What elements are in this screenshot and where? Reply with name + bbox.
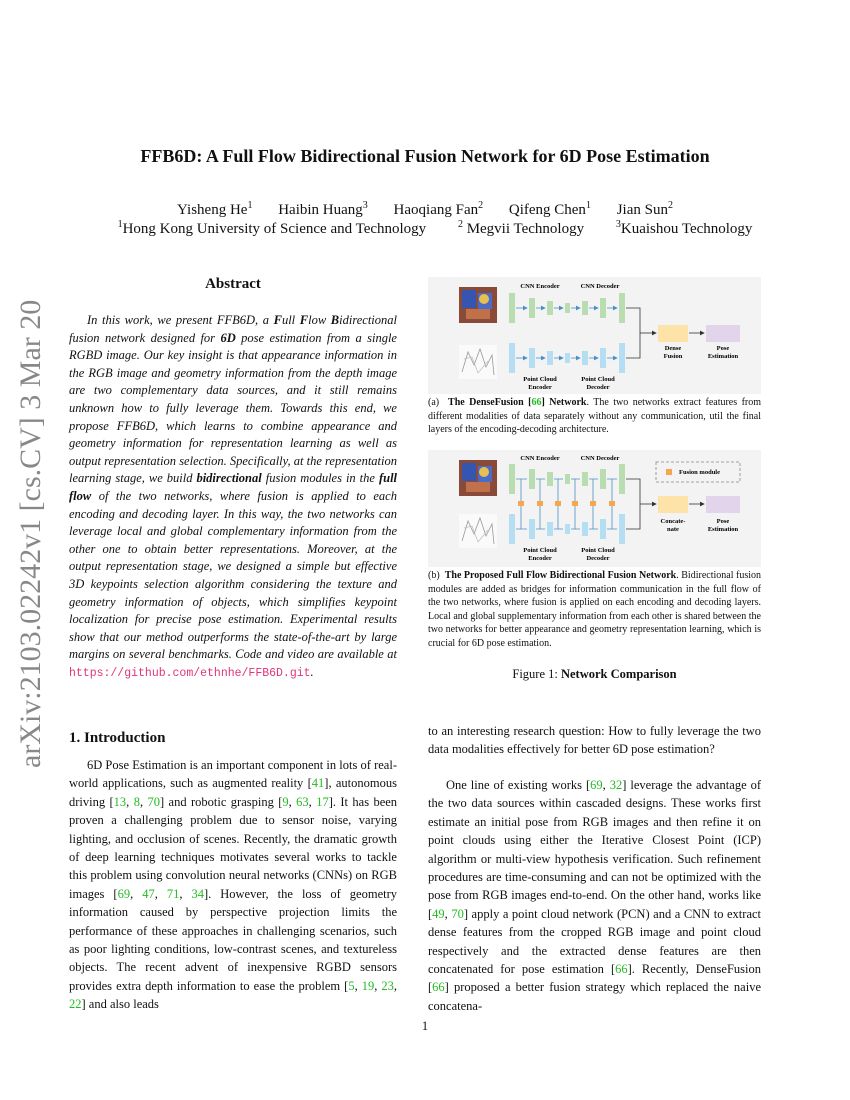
rgb-image-thumbnail — [459, 287, 497, 323]
citation-link[interactable]: 66 — [615, 962, 628, 977]
figure-1a-diagram — [428, 277, 761, 394]
svg-text:Encoder: Encoder — [528, 555, 552, 562]
paper-title: FFB6D: A Full Flow Bidirectional Fusion Network for 6D Pose Estimation — [140, 146, 710, 166]
svg-text:CNN Decoder: CNN Decoder — [580, 455, 620, 462]
dense-fusion-block — [658, 325, 688, 342]
citation-link[interactable]: 71 — [166, 886, 180, 901]
svg-text:Encoder: Encoder — [528, 384, 552, 391]
citation-link[interactable]: 17 — [316, 794, 329, 809]
concatenate-block — [658, 496, 688, 513]
svg-text:Estimation: Estimation — [707, 526, 739, 533]
author: Haoqiang Fan$^2$ — [393, 200, 484, 218]
intro-paragraph-right-2: One line of existing works [69, 32] leverage the advantage of the two data sources within cascaded designs. These works first estimate an initial pose from RGB images and then refine it on point clouds using either the Iterative Closest Point (ICP) algorithm or multi-view hypothesis verification. Such refinement procedures are time-consuming and can not be optimized with the pose from RGB images end-to-end. On the other hand, works like [49, 70] apply a point cloud network (PCN) and a CNN to extract dense features from the cropped RGB image and point cloud respectively and the extracted dense features are then concatenated for pose estimation [66]. Recently, DenseFusion [66] proposed a better fusion strategy which replaced the naive concatena- — [428, 778, 762, 1013]
author-list — [0, 200, 850, 219]
svg-text:Decoder: Decoder — [586, 555, 610, 562]
svg-text:CNN Decoder: CNN Decoder — [580, 283, 620, 290]
citation-link[interactable]: 69 — [590, 778, 603, 792]
intro-paragraph-right-1: to an interesting research question: How to fully leverage the two data modalities effectively for better 6D pose estimation? — [428, 724, 761, 757]
svg-text:Point Cloud: Point Cloud — [523, 376, 557, 383]
figure-1b-caption: (b) The Proposed Full Flow Bidirectional Fusion Network. Bidirectional fusion modules are added as bridges for information communication in the full flow of the two networks, where fusion is applied on each encoding and decoding layers. Local and global supplementary information from each other is shared between the two networks for better appearance and geometry representation learning, which is crucial for 6D pose estimation. — [428, 570, 762, 649]
svg-text:Point Cloud: Point Cloud — [581, 376, 615, 383]
svg-text:Concate-: Concate- — [660, 518, 686, 525]
abstract-heading: Abstract — [205, 276, 261, 292]
citation-link[interactable]: 5 — [348, 978, 355, 993]
author: Yisheng He$^1$ — [177, 200, 253, 218]
svg-text:Pose: Pose — [716, 518, 730, 525]
citation-link[interactable]: 66 — [432, 980, 445, 995]
svg-text:Point Cloud: Point Cloud — [523, 547, 557, 554]
svg-text:Estimation: Estimation — [707, 353, 739, 360]
citation-link[interactable]: 8 — [133, 794, 140, 809]
citation-link[interactable]: 32 — [609, 778, 623, 792]
intro-paragraph-left: 6D Pose Estimation is an important component in lots of real-world applications, such as augmented reality [41], autonomous driving [13, 8, 70] and robotic grasping [9, 63, 17]. It has been proven a challenging problem due to sensor noise, varying lighting, and occlusion of scenes. Recently, the dramatic growth of deep learning techniques motivates several works to tackle this problem using convolution neural networks (CNNs) on RGB images [69, 47, 71, 34]. However, the loss of geometry information caused by perspective projection limits the performance of these approaches in challenging scenarios, such as poor lighting conditions, low-contrast scenes, and textureless objects. The recent advent of inexpensive RGBD sensors provides extra depth information to ease the problem [5, 19, 23, 22] and also leads — [69, 758, 398, 1012]
svg-text:Decoder: Decoder — [586, 384, 610, 391]
pose-estimation-block — [706, 325, 740, 342]
citation-link[interactable]: 70 — [147, 794, 160, 809]
arxiv-watermark — [2, 300, 50, 770]
section-heading-introduction: 1. Introduction — [69, 730, 166, 746]
svg-text:Point Cloud: Point Cloud — [581, 547, 615, 554]
affiliation: $^3$Kuaishou Technology — [615, 219, 753, 237]
citation-link[interactable]: 49 — [432, 906, 445, 921]
code-link[interactable]: https://github.com/ethnhe/FFB6D.git — [69, 666, 311, 680]
citation-link[interactable]: 34 — [191, 886, 204, 901]
affiliation-list — [60, 219, 810, 238]
citation-link[interactable]: 69 — [117, 886, 131, 901]
svg-text:CNN Encoder: CNN Encoder — [520, 455, 560, 462]
citation-link[interactable]: 22 — [69, 997, 82, 1012]
affiliation: $^1$Hong Kong University of Science and Technology — [117, 219, 427, 237]
page-number: 1 — [421, 1019, 429, 1033]
svg-text:Pose: Pose — [716, 345, 730, 352]
citation-link[interactable]: 63 — [296, 794, 309, 809]
citation-link[interactable]: 70 — [451, 906, 464, 921]
figure-1a-caption: (a) The DenseFusion [66] Network. The two networks extract features from different modalities of data separately without any communication, util the final layers of the encoding-decoding architecture. — [428, 397, 762, 436]
svg-text:arXiv:2103.02242v1 [cs.CV] 3: arXiv:2103.02242v1 [cs.CV] 3 Mar 2021 — [14, 300, 47, 768]
author: Jian Sun$^2$ — [616, 200, 673, 218]
svg-text:nate: nate — [667, 526, 679, 533]
citation-link[interactable]: 9 — [282, 794, 289, 809]
affiliation: $^2$ Megvii Technology — [457, 219, 585, 237]
svg-text:Dense: Dense — [664, 345, 682, 352]
citation-link[interactable]: 23 — [381, 978, 394, 993]
svg-text:Fusion module: Fusion module — [679, 469, 720, 476]
figure-1-label: Figure 1: Network Comparison — [512, 667, 677, 681]
author: Haibin Huang$^3$ — [278, 200, 368, 218]
citation-link[interactable]: 19 — [361, 978, 375, 993]
point-cloud-thumbnail — [459, 345, 497, 379]
svg-text:CNN Encoder: CNN Encoder — [520, 283, 560, 290]
point-cloud-thumbnail — [459, 514, 497, 548]
rgb-image-thumbnail — [459, 460, 497, 496]
svg-text:Fusion: Fusion — [663, 353, 683, 360]
citation-link[interactable]: 13 — [113, 794, 127, 809]
fusion-module-markers — [518, 501, 615, 506]
abstract-text: In this work, we present FFB6D, a Full Flow Bidirectional fusion network designed for 6D pose estimation from a single RGBD image. Our key insight is that appearance information in the RGB image and geometry information from the depth image are two complementary data sources, and it still remains unknown how to fully leverage them. Towards this end, we propose FFB6D, which learns to combine appearance and geometry information for representation learning as well as output representation selection. Specifically, at the representation learning stage, we build bidirectional fusion modules in the full flow of the two networks, where fusion is applied to each encoding and decoding layer. In this way, the two networks can leverage local and global complementary information from the other one to obtain better representations. Moreover, at the output representation stage, we designed a simple but effective 3D keypoints selection algorithm considering the texture and geometry information of objects, which simplifies keypoint localization for precise pose estimation. Experimental results show that our method outperforms the state-of-the-art by large margins on several benchmarks. Code and video are available at https://github.com/ethnhe/FFB6D.git. — [69, 313, 398, 680]
figure-1b-diagram — [428, 450, 761, 567]
author: Qifeng Chen$^1$ — [508, 200, 591, 218]
pose-estimation-block — [706, 496, 740, 513]
citation-link[interactable]: 41 — [311, 776, 325, 791]
citation-link[interactable]: 47 — [142, 886, 155, 901]
